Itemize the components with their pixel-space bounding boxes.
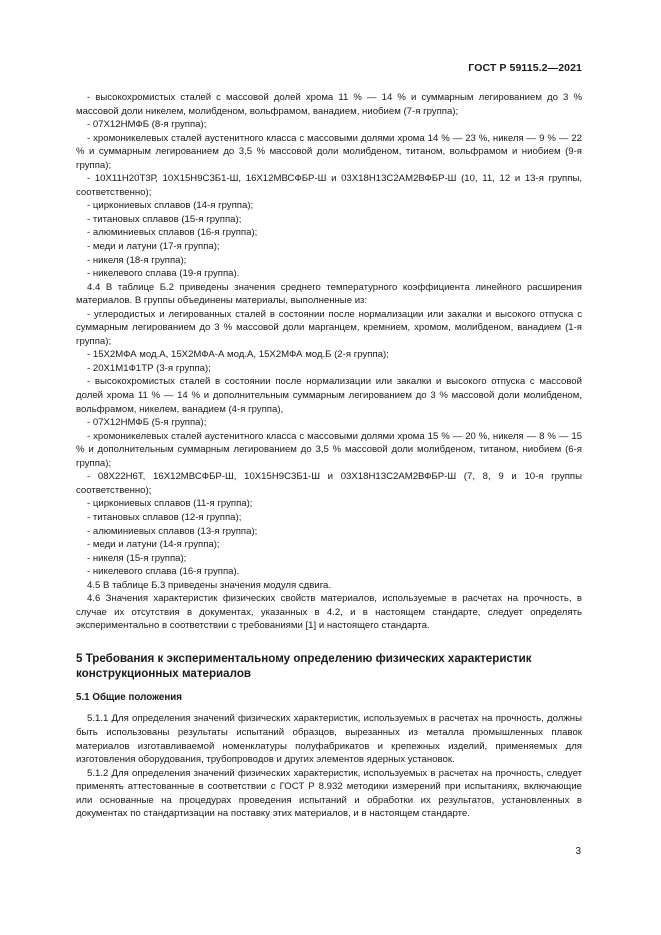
paragraph: - никеля (18-я группа); [87,254,187,266]
paragraph: - 20Х1М1Ф1ТР (3-я группа); [87,362,211,374]
paragraph: 5.1.1 Для определения значений физических характеристик, используемых в расчетах на прочность, должны быть использованы результаты испытаний образцов, вырезанных из металла промышленных плавок материалов изготавливаемой номенклатуры полуфабрикатов и крепежных изделий, применяемых для изготовления оборудования, трубопроводов и других элементов ядерных установок. [76,713,582,766]
paragraph: 4.4 В таблице Б.2 приведены значения среднего температурного коэффициента линейного расширения материалов. В группы объединены материалы, выполненные из: [76,281,582,307]
paragraph: - 07Х12НМФБ (5-я группа); [87,417,207,429]
paragraph: - никелевого сплава (19-я группа). [87,268,240,280]
paragraph: - алюминиевых сплавов (16-я группа); [87,227,258,239]
paragraph: - хромоникелевых сталей аустенитного класса с массовыми долями хрома 15 % — 20 %, никеля — 8 % — 15 % и дополнительным суммарным легированием до 3,5 % массовой доли молибденом, титаном, ниобием (6-я группа); [76,430,582,469]
paragraph: - 15Х2МФА мод.А, 15Х2МФА-А мод.А, 15Х2МФА мод.Б (2-я группа); [87,349,389,361]
paragraph: - титановых сплавов (12-я группа); [87,511,242,523]
paragraph: - алюминиевых сплавов (13-я группа); [87,525,258,537]
paragraph: - 10Х11Н20Т3Р, 10Х15Н9С3Б1-Ш, 16Х12МВСФБР-Ш и 03Х18Н13С2АМ2ВФБР-Ш (10, 11, 12 и 13-я группы, соответственно); [76,173,582,198]
paragraph: - 07Х12НМФБ (8-я группа); [87,119,207,131]
paragraph: - 08Х22Н6Т, 16Х12МВСФБР-Ш, 10Х15Н9С3Б1-Ш и 03Х18Н13С2АМ2ВФБР-Ш (7, 8, 9 и 10-я группы соответственно); [76,471,582,496]
subsection-heading: 5.1 Общие положения [76,691,183,703]
paragraph: - высокохромистых сталей с массовой долей хрома 11 % — 14 % и суммарным легированием до 3 % массовой доли никелем, молибденом, вольфрамом, ванадием, ниобием (7-я группа); [76,92,582,117]
document-header: ГОСТ Р 59115.2—2021 [468,62,582,74]
paragraph: - высокохромистых сталей в состоянии после нормализации или закалки и высокого отпуска с массовой долей хрома 11 % — 14 % и дополнительным суммарным легированием до 3 % массовой доли молибденом, вольфрамом, никелем, ванадием (4-я группа), [76,376,582,415]
paragraph: - циркониевых сплавов (14-я группа); [87,200,254,212]
page-number: 3 [575,846,581,857]
paragraph: - никелевого сплава (16-я группа). [87,566,240,578]
paragraph: - титановых сплавов (15-я группа); [87,213,242,225]
paragraph: - углеродистых и легированных сталей в состоянии после нормализации или закалки и высокого отпуска с суммарным легированием до 3 % массовой доли марганцем, кремнием, хромом, молибденом, ванадием (1-я группа); [76,308,582,347]
paragraph: 5.1.2 Для определения значений физических характеристик, используемых в расчетах на прочность, следует применять аттестованные в соответствии с ГОСТ Р 8.932 методики измерений при испытаниях, включающие или основанные на процедурах проведения испытаний и обработки их результатов, установленных в документах по стандартизации на поставку этих материалов, и в настоящем стандарте. [76,767,582,820]
section-heading: 5 Требования к экспериментальному определению физических характеристик конструкционных материалов [76,651,532,680]
paragraph: - циркониевых сплавов (11-я группа); [87,498,253,510]
paragraph: 4.6 Значения характеристик физических свойств материалов, используемые в расчетах на прочность, в случае их отсутствия в документах, указанных в 4.2, и в настоящем стандарте, следует определять экспериментально в соответствии с требованиями [1] и настоящего стандарта. [76,593,582,632]
body-text [76,91,582,821]
paragraph: - никеля (15-я группа); [87,552,187,564]
paragraph: - меди и латуни (17-я группа); [87,241,220,253]
paragraph: 4.5 В таблице Б.3 приведены значения модуля сдвига. [87,579,332,591]
paragraph: - меди и латуни (14-я группа); [87,539,220,551]
paragraph: - хромоникелевых сталей аустенитного класса с массовыми долями хрома 14 % — 23 %, никеля — 9 % — 22 % и суммарным легированием до 3,5 % массовой доли молибденом, титаном, вольфрамом и ниобием (9-я группа); [76,132,582,171]
